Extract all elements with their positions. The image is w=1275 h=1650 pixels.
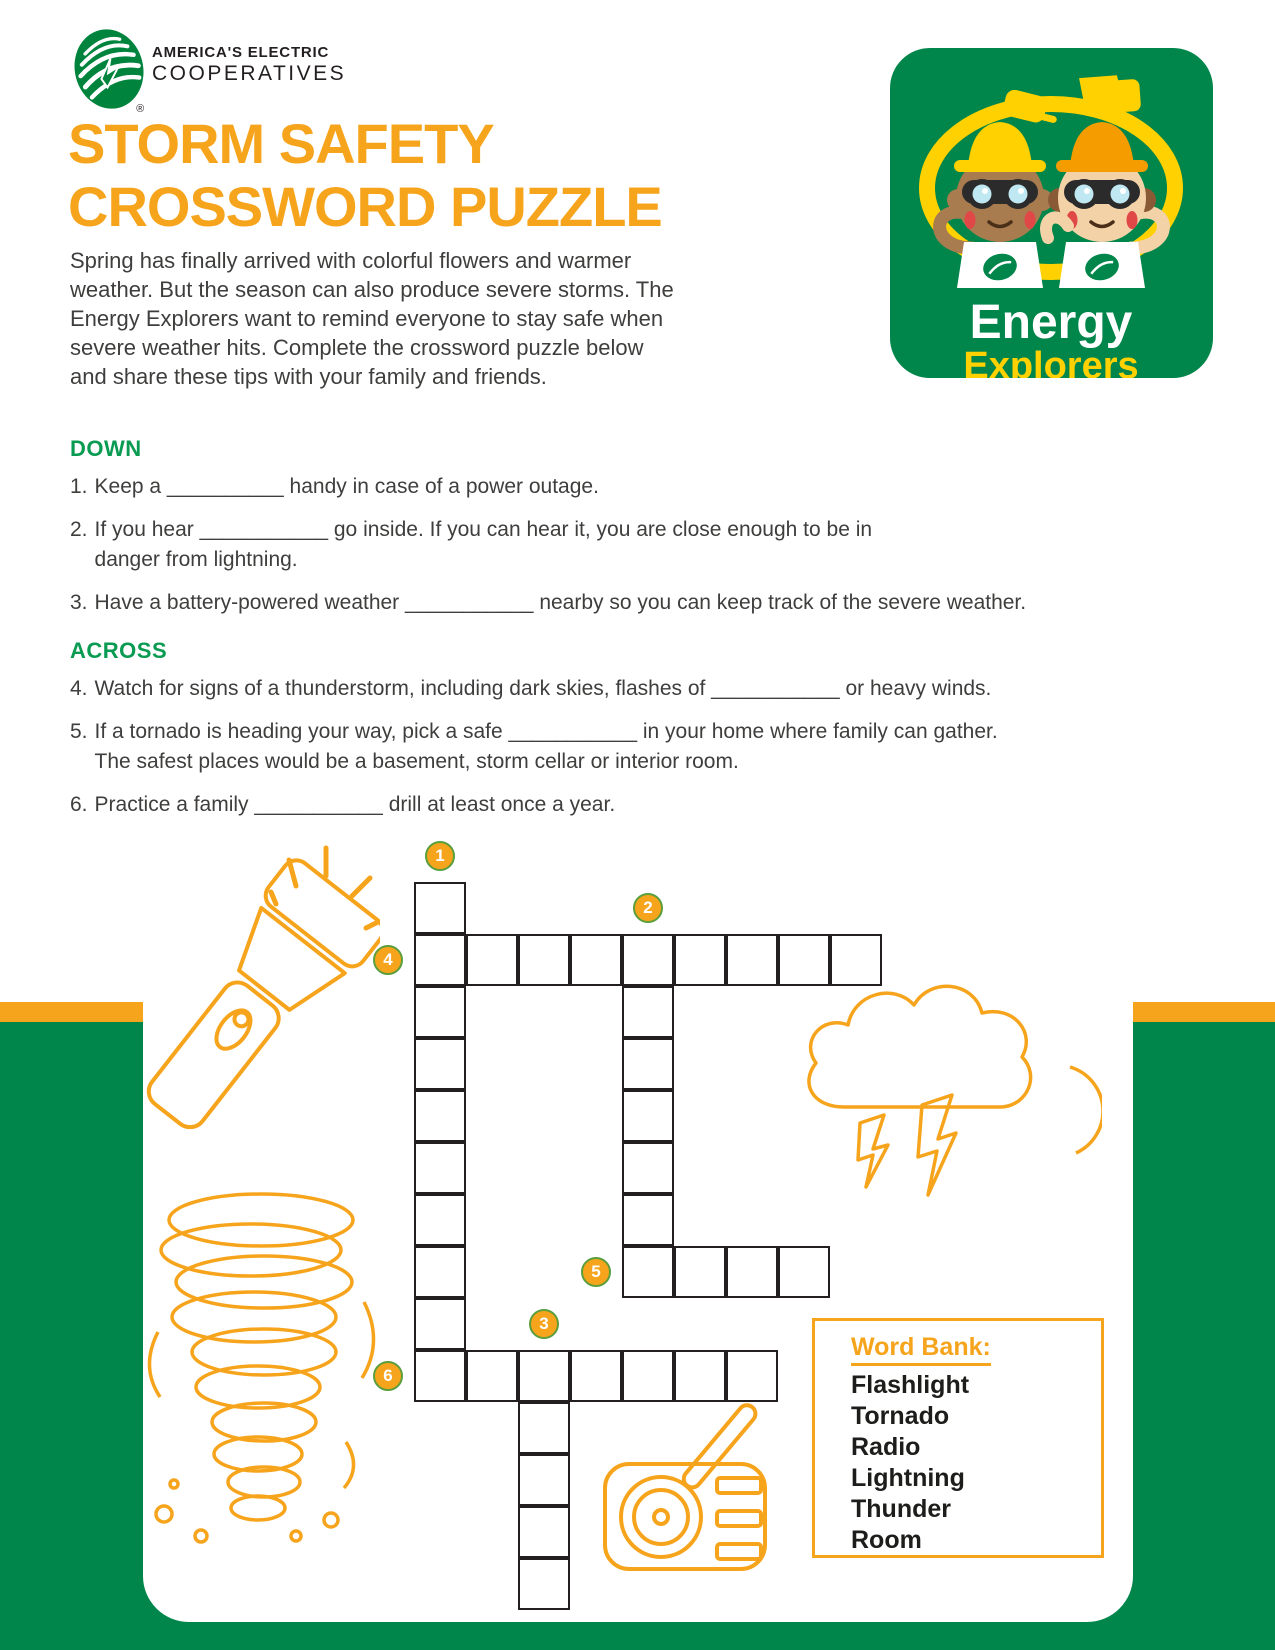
crossword-cell[interactable] <box>622 1194 674 1246</box>
crossword-cell[interactable] <box>726 934 778 986</box>
crossword-cell[interactable] <box>622 934 674 986</box>
crossword-cell[interactable] <box>674 934 726 986</box>
crossword-cell[interactable] <box>414 1350 466 1402</box>
tornado-icon <box>146 1182 378 1555</box>
page-title-line2: CROSSWORD PUZZLE <box>68 175 662 238</box>
cooperative-logo-icon <box>70 26 148 119</box>
crossword-cell[interactable] <box>830 934 882 986</box>
down-clue-3 <box>70 588 1170 618</box>
crossword-cell[interactable] <box>414 986 466 1038</box>
registered-mark: ® <box>136 102 145 114</box>
brand-name <box>152 44 346 86</box>
clue-text <box>95 674 992 704</box>
badge-word-energy: Energy <box>969 296 1133 349</box>
across-clue-1 <box>70 674 1170 704</box>
radio-icon <box>593 1372 778 1582</box>
intro-line: Spring has finally arrived with colorful flowers and warmer <box>70 248 632 273</box>
crossword-cell[interactable] <box>570 1350 622 1402</box>
crossword-cell[interactable] <box>414 882 466 934</box>
brand-line2: COOPERATIVES <box>152 62 347 85</box>
crossword-cell[interactable] <box>726 1246 778 1298</box>
crossword-cell[interactable] <box>778 1246 830 1298</box>
across-clues-list <box>70 674 1170 820</box>
crossword-cell[interactable] <box>466 1350 518 1402</box>
flashlight-icon <box>130 842 380 1167</box>
energy-explorers-badge <box>890 48 1213 383</box>
clue-number: 1. <box>70 475 88 498</box>
brand-line1: AMERICA'S ELECTRIC <box>152 44 330 61</box>
down-clue-2 <box>70 515 1170 575</box>
clue-number: 2. <box>70 518 88 541</box>
clue-text <box>95 790 616 820</box>
crossword-cell[interactable] <box>414 1194 466 1246</box>
crossword-cell[interactable] <box>518 1558 570 1610</box>
down-clue-1 <box>70 472 1170 502</box>
clue-line: danger from lightning. <box>94 548 298 571</box>
clue-number-badge: 2 <box>633 893 663 923</box>
clue-line: If you hear ___________ go inside. If you can hear it, you are close enough to be in <box>94 518 873 541</box>
crossword-cell[interactable] <box>414 1038 466 1090</box>
down-clues-list <box>70 472 1170 618</box>
intro-line: severe weather hits. Complete the crossword puzzle below <box>70 335 644 360</box>
intro-line: weather. But the season can also produce severe storms. The <box>70 277 674 302</box>
crossword-cell[interactable] <box>518 1350 570 1402</box>
word-bank-list <box>851 1370 1101 1556</box>
crossword-cell[interactable] <box>622 1142 674 1194</box>
crossword-cell[interactable] <box>622 1090 674 1142</box>
word-bank-word: Flashlight <box>851 1371 970 1399</box>
clue-number: 5. <box>70 720 88 743</box>
crossword-cell[interactable] <box>622 1038 674 1090</box>
clue-line: Keep a __________ handy in case of a power outage. <box>94 475 599 498</box>
word-bank-word: Radio <box>851 1433 921 1461</box>
crossword-cell[interactable] <box>570 934 622 986</box>
word-bank-title: Word Bank: <box>851 1333 991 1366</box>
clue-text <box>95 515 873 575</box>
clue-number-badge: 5 <box>581 1257 611 1287</box>
crossword-cell[interactable] <box>414 1246 466 1298</box>
storm-cloud-lightning-icon <box>782 955 1102 1250</box>
word-bank-word: Tornado <box>851 1402 950 1430</box>
clue-text <box>95 717 998 777</box>
word-bank <box>812 1318 1104 1558</box>
crossword-cell[interactable] <box>414 1298 466 1350</box>
left-orange-strip <box>0 1002 143 1022</box>
crossword-cell[interactable] <box>622 1350 674 1402</box>
clue-number: 3. <box>70 591 88 614</box>
clue-line: Have a battery-powered weather ___________ nearby so you can keep track of the severe weather. <box>94 591 1027 614</box>
clue-number: 4. <box>70 677 88 700</box>
crossword-cell[interactable] <box>414 1142 466 1194</box>
across-heading: ACROSS <box>70 638 168 663</box>
crossword-cell[interactable] <box>414 934 466 986</box>
crossword-cell[interactable] <box>674 1246 726 1298</box>
crossword-cell[interactable] <box>518 1454 570 1506</box>
clue-number-badge: 3 <box>529 1309 559 1339</box>
down-heading: DOWN <box>70 436 142 461</box>
across-clue-3 <box>70 790 1170 820</box>
crossword-cell[interactable] <box>622 1246 674 1298</box>
crossword-cell[interactable] <box>466 934 518 986</box>
intro-line: Energy Explorers want to remind everyone to stay safe when <box>70 306 664 331</box>
crossword-cell[interactable] <box>726 1350 778 1402</box>
clue-number-badge: 6 <box>373 1361 403 1391</box>
word-bank-word: Lightning <box>851 1464 965 1492</box>
clue-number-badge: 1 <box>425 841 455 871</box>
clue-line: Practice a family ___________ drill at least once a year. <box>94 793 616 816</box>
crossword-cell[interactable] <box>674 1350 726 1402</box>
word-bank-word: Thunder <box>851 1495 951 1523</box>
crossword-cell[interactable] <box>518 1402 570 1454</box>
clue-line: Watch for signs of a thunderstorm, including dark skies, flashes of ___________ or heavy winds. <box>94 677 992 700</box>
clues-section <box>70 436 1170 833</box>
clue-number: 6. <box>70 793 88 816</box>
clue-number-badge: 4 <box>373 945 403 975</box>
badge-word-explorers: Explorers <box>963 345 1139 378</box>
right-orange-strip <box>1133 1002 1275 1022</box>
crossword-cell[interactable] <box>622 986 674 1038</box>
intro-line: and share these tips with your family and friends. <box>70 364 547 389</box>
crossword-cell[interactable] <box>518 934 570 986</box>
intro-paragraph <box>70 246 674 391</box>
clue-text <box>95 472 599 502</box>
crossword-cell[interactable] <box>414 1090 466 1142</box>
clue-line: The safest places would be a basement, storm cellar or interior room. <box>94 750 739 773</box>
page-title <box>68 112 662 238</box>
crossword-cell[interactable] <box>518 1506 570 1558</box>
across-clue-2 <box>70 717 1170 777</box>
crossword-cell[interactable] <box>778 934 830 986</box>
page-title-line1: STORM SAFETY <box>68 112 494 175</box>
clue-text <box>95 588 1027 618</box>
clue-line: If a tornado is heading your way, pick a safe ___________ in your home where family can gather. <box>94 720 998 743</box>
word-bank-word: Room <box>851 1526 922 1554</box>
